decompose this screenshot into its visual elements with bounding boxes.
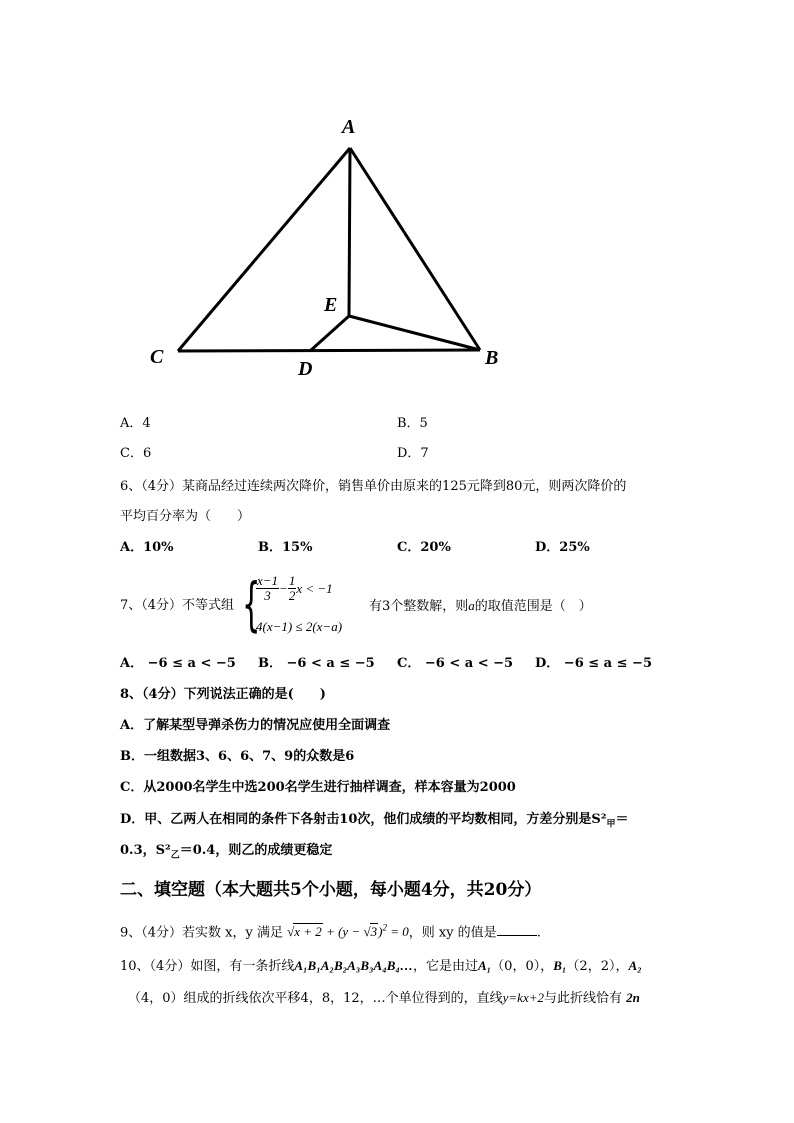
- q8-stem: 8、（4分）下列说法正确的是( ): [120, 687, 326, 702]
- q9-answer-blank[interactable]: [497, 923, 537, 936]
- q5-option-c: C．6: [120, 446, 152, 461]
- q5-option-d: D．7: [397, 446, 429, 461]
- q6-stem-line2: 平均百分率为（ ）: [120, 509, 251, 524]
- q8-option-b: B．一组数据3、6、6、7、9的众数是6: [120, 749, 355, 764]
- q6-stem-line1: 6、（4分）某商品经过连续两次降价，销售单价由原来的125元降到80元，则两次降价的: [120, 479, 627, 494]
- q7-inequality-1: $\frac{x-1}{3}$ − $\frac{1}{2}$ x < −1: [257, 573, 333, 603]
- edge-ED: [310, 316, 349, 351]
- q7-inequality-2: 4(x−1) ≤ 2(x−a): [256, 619, 343, 634]
- q9-line: 9、（4分）若实数 x，y 满足 $√x + 2 + (y - √3)^2 = 0$，则 xy 的值是 .: [120, 923, 541, 941]
- edge-AE: [349, 148, 350, 316]
- section-2-title: 二、填空题（本大题共5个小题，每小题4分，共20分）: [120, 880, 542, 900]
- q6-option-c: C．20%: [397, 540, 451, 555]
- q7-suffix: 有3个整数解，则a的取值范围是（ ）: [369, 598, 592, 614]
- q9-equation: $√x + 2 + (y - √3)^2 = 0$: [287, 923, 409, 940]
- q8-option-d-line2: 0.3，$S^2_乙=0.4$，则乙的成绩更稳定: [120, 843, 333, 861]
- q6-option-b: B．15%: [258, 540, 313, 555]
- q5-option-a: A．4: [120, 416, 151, 431]
- edge-AC: [178, 148, 350, 351]
- label-B: B: [485, 347, 499, 369]
- q7-prefix: 7、（4分）不等式组: [120, 598, 235, 613]
- q7-option-c: C． −6 < a < −5: [397, 656, 514, 671]
- q7-frac-2: $\frac{1}{2}$: [288, 573, 296, 603]
- edge-AB: [350, 148, 480, 350]
- q10-line1: 10、（4分）如图，有一条折线A₁B₁A₂B₂A₃B₃A₄B₄…，它是由过A₁（0，0），B₁（2，2），A₂: [120, 958, 642, 974]
- q8-option-c: C．从2000名学生中选200名学生进行抽样调查，样本容量为2000: [120, 780, 516, 795]
- q6-option-d: D．25%: [535, 540, 590, 555]
- label-D: D: [298, 358, 313, 380]
- q7-option-a: A． −6 ≤ a < −5: [120, 656, 236, 671]
- q7-brace: {: [242, 570, 261, 638]
- q8-option-d-line1: D．甲、乙两人在相同的条件下各射击10次，他们成绩的平均数相同，方差分别是$S^2_甲=$: [120, 812, 629, 830]
- q5-option-b: B．5: [397, 416, 428, 431]
- q8-option-a: A．了解某型导弹杀伤力的情况应使用全面调查: [120, 718, 391, 733]
- q10-line2: （4，0）组成的折线依次平移4，8，12，…个单位得到的，直线y=kx+2与此折线恰有 2n: [128, 990, 640, 1006]
- q7-frac-1: $\frac{x-1}{3}$: [257, 573, 279, 603]
- edge-CB: [178, 350, 480, 351]
- q6-option-a: A．10%: [120, 540, 174, 555]
- q7-option-b: B． −6 < a ≤ −5: [258, 656, 375, 671]
- q7-option-d: D． −6 ≤ a ≤ −5: [535, 656, 652, 671]
- label-E: E: [324, 294, 338, 316]
- triangle-figure: [0, 0, 794, 400]
- label-A: A: [342, 116, 356, 138]
- label-C: C: [150, 346, 164, 368]
